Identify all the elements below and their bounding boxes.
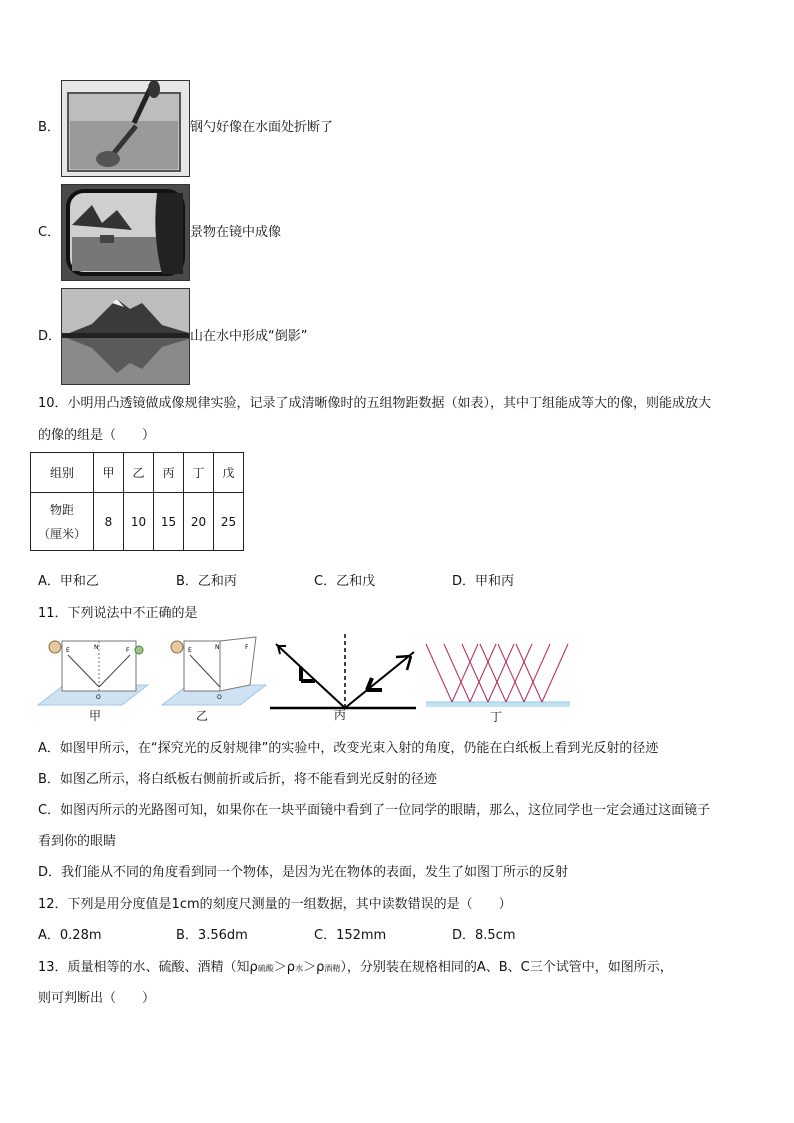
option-c: C．152mm [314,928,387,943]
q10-stem-line2: 的像的组是（ ） [38,428,156,443]
q13-stem-line2: 则可判断出（ ） [38,991,156,1006]
subscript-alcohol: 酒精 [324,964,341,973]
ray-label-f: F [126,647,130,654]
option-b: B．乙和丙 [176,574,237,589]
q11-option-b: B．如图乙所示，将白纸板右侧前折或后折，将不能看到光反射的径迹 [38,772,437,787]
subscript-water: 水 [295,964,304,973]
figure-jia [36,635,151,725]
mountain-reflection-photo [61,288,190,385]
q11-option-a: A．如图甲所示，在“探究光的反射规律”的实验中，改变光束入射的角度，仍能在白纸板上看到光反射的径迹 [38,741,659,756]
option-text: 钢勺好像在水面处折断了 [190,120,334,135]
q13-stem-a: 13．质量相等的水、硫酸、酒精（知ρ [38,960,258,975]
q11-option-c-cont: 看到你的眼睛 [38,834,117,849]
option-d: D．甲和丙 [452,574,515,589]
ray-label-e: E [66,647,70,654]
point-label-o: O [217,694,222,701]
figure-label-jia: 甲 [89,709,102,723]
figure-ding [424,640,572,728]
table-cell: 15 [154,493,184,551]
option-letter: D． [38,329,62,344]
table-header-cell: 戊 [214,453,244,493]
table-header-cell: 丁 [184,453,214,493]
normal-label-n: N [215,644,220,651]
row-label-line2: （厘米） [37,526,86,541]
spoon-in-water-photo [61,80,190,177]
point-label-o: O [96,694,101,701]
table-header-cell: 丙 [154,453,184,493]
car-side-mirror-photo [61,184,190,281]
figure-bing [268,632,418,727]
ray-label-f: F [245,644,249,651]
option-letter: B． [38,120,60,135]
option-d: D．8.5cm [452,928,516,943]
table-header-cell: 组别 [31,453,94,493]
q11-option-d: D．我们能从不同的角度看到同一个物体，是因为光在物体的表面，发生了如图丁所示的反射 [38,865,569,880]
option-text: 景物在镜中成像 [190,225,282,240]
table-cell: 25 [214,493,244,551]
option-letter: C． [38,225,61,240]
mirror-ray-path-diagram [268,632,418,710]
normal-label-n: N [94,644,99,651]
ray-label-e: E [188,647,192,654]
figure-yi [160,635,270,725]
specular-reflection-diagram [424,640,572,710]
q10-stem-line1: 10．小明用凸透镜做成像规律实验，记录了成清晰像时的五组物距数据（如表），其中丁组能成等大的像，则能成放大 [38,396,712,411]
table-cell: 10 [124,493,154,551]
option-b: B．3.56dm [176,928,248,943]
figure-label-ding: 丁 [490,710,503,724]
q12-stem: 12．下列是用分度值是1cm的刻度尺测量的一组数据，其中读数错误的是（ ） [38,897,512,912]
table-header-cell: 甲 [94,453,124,493]
q13-stem-b: ），分别装在规格相同的A、B、C三个试管中，如图所示， [340,960,673,975]
gt-rho-2: ＞ρ [303,960,325,975]
figure-label-bing: 丙 [334,708,347,722]
option-a: A．甲和乙 [38,574,99,589]
table-header-cell: 乙 [124,453,154,493]
figure-label-yi: 乙 [196,709,209,723]
q13-stem-line1 [38,959,673,978]
option-text: 山在水中形成“倒影” [190,329,308,344]
table-row-label [31,493,94,551]
object-distance-table [30,452,244,551]
option-a: A．0.28m [38,928,102,943]
gt-rho-1: ＞ρ [273,960,296,975]
option-c: C．乙和戊 [314,574,376,589]
q11-option-c: C．如图丙所示的光路图可知，如果你在一块平面镜中看到了一位同学的眼睛，那么，这位同学也一定会通过这面镜子 [38,803,711,818]
reflection-board-flat-diagram [36,635,151,707]
subscript-sulfuric-acid: 硫酸 [257,964,274,973]
row-label-line1: 物距 [49,502,74,517]
table-cell: 20 [184,493,214,551]
q11-stem: 11．下列说法中不正确的是 [38,606,198,621]
table-cell: 8 [94,493,124,551]
reflection-board-folded-diagram [160,635,270,707]
